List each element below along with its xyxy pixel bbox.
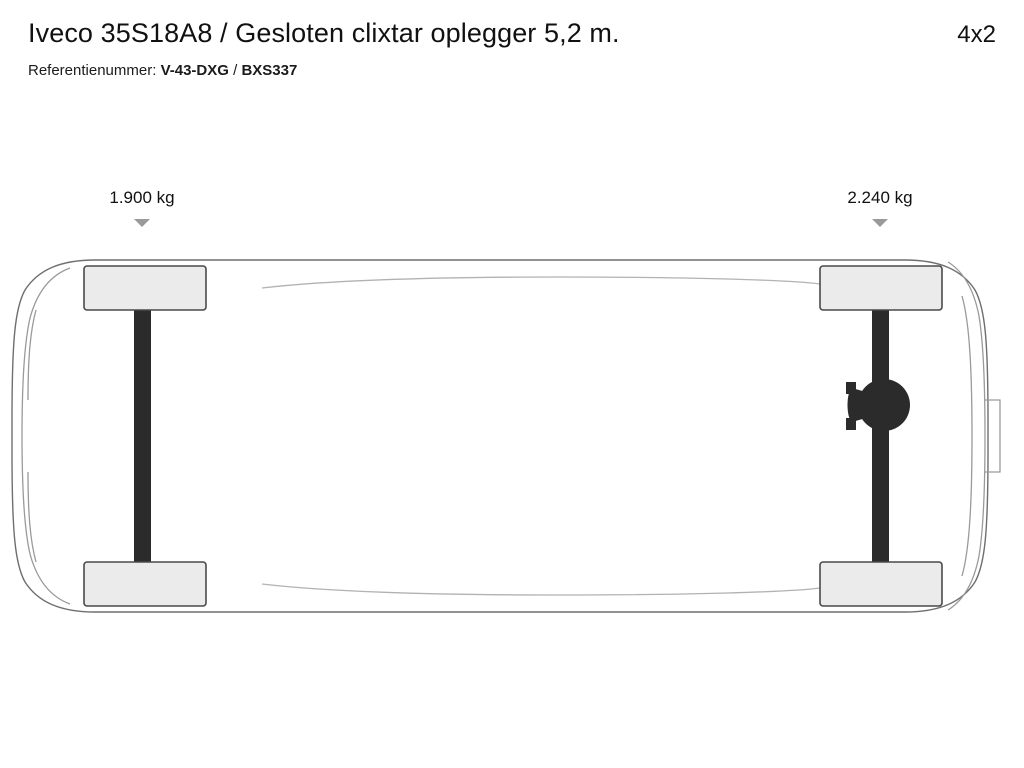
axle-configuration: 4x2 <box>957 21 996 48</box>
reference-value: V-43-DXG <box>160 62 229 79</box>
license-plate: BXS337 <box>241 62 298 79</box>
front-axle-weight-label: 1.900 kg <box>109 188 175 207</box>
vehicle-body-outline <box>12 260 988 612</box>
front-right-tire <box>84 562 206 606</box>
rear-axle-beam <box>872 272 889 600</box>
front-left-tire <box>84 266 206 310</box>
reference-label: Referentienummer: <box>28 62 157 79</box>
reference-line <box>28 62 1000 79</box>
vehicle-diagram <box>0 100 1024 768</box>
header <box>0 0 1024 100</box>
reference-separator: / <box>233 62 238 79</box>
driveshaft-detail-bottom <box>846 418 856 430</box>
rear-right-tire <box>820 562 942 606</box>
rear-axle-weight-label: 2.240 kg <box>847 188 913 207</box>
title-row <box>28 18 1000 49</box>
front-axle-beam <box>134 272 151 600</box>
rear-left-tire <box>820 266 942 310</box>
vehicle-top-view-graphic <box>0 100 1024 768</box>
page-title: Iveco 35S18A8 / Gesloten clixtar oplegger 5,2 m. <box>28 18 620 48</box>
driveshaft-detail-top <box>846 382 856 394</box>
